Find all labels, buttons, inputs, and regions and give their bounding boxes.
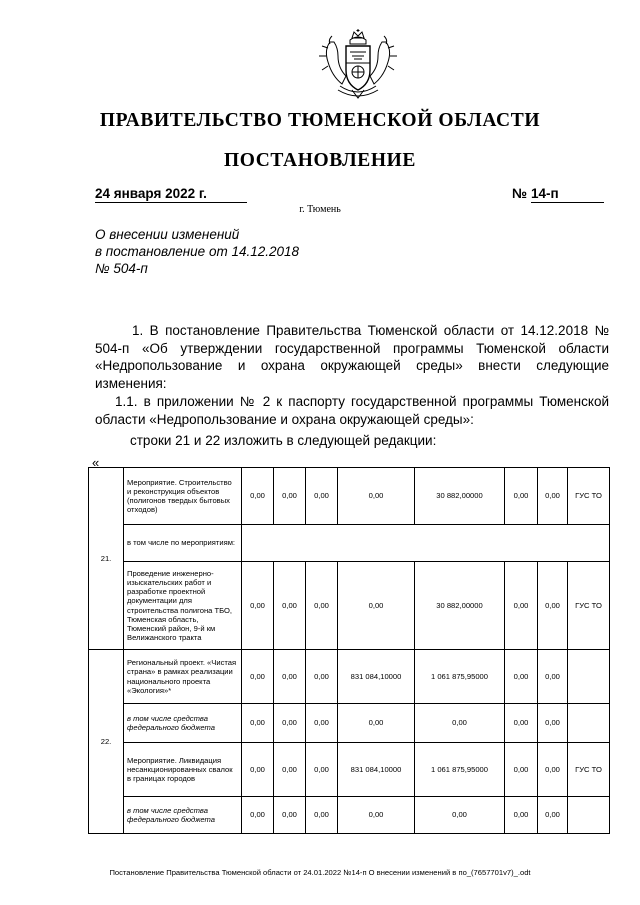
table-row <box>89 468 610 525</box>
cell-value: 0,00 <box>306 468 338 525</box>
cell-value: 30 882,00000 <box>415 468 505 525</box>
cell-value: 0,00 <box>338 704 415 743</box>
cell-value: 0,00 <box>306 562 338 650</box>
table-row <box>89 650 610 704</box>
program-table <box>88 467 610 834</box>
cell-value: 0,00 <box>505 797 538 834</box>
cell-value: 30 882,00000 <box>415 562 505 650</box>
cell-name: Проведение инженерно-изыскательских работ и разработке проектной документации для строительства полигона ТБО, Тюменская область, Тюменский район, 9-й км Велижанского тракта <box>124 562 242 650</box>
paragraph-rows: строки 21 и 22 изложить в следующей редакции: <box>130 433 437 448</box>
table-row <box>89 525 610 562</box>
cell-value: 0,00 <box>306 797 338 834</box>
row-number: 22. <box>89 650 124 834</box>
cell-value: 0,00 <box>415 704 505 743</box>
cell-empty <box>242 525 610 562</box>
cell-value: 0,00 <box>274 704 306 743</box>
cell-value: 0,00 <box>538 650 568 704</box>
cell-value: 0,00 <box>538 468 568 525</box>
cell-value: 0,00 <box>538 797 568 834</box>
cell-name: Мероприятие. Ликвидация несанкционированных свалок в границах городов <box>124 743 242 797</box>
cell-value: 0,00 <box>242 562 274 650</box>
cell-value: 0,00 <box>306 743 338 797</box>
table-row <box>89 743 610 797</box>
document-kind-title: ПОСТАНОВЛЕНИЕ <box>223 150 417 171</box>
paragraph-1: 1. В постановление Правительства Тюменской области от 14.12.2018 № 504-п «Об утверждении государственной программы Тюменской области «Недропользование и охрана окружающей среды» внести следующие изменения: <box>95 323 609 391</box>
cell-value: 0,00 <box>242 650 274 704</box>
row-number: 21. <box>89 468 124 650</box>
table-row <box>89 704 610 743</box>
cell-value: 0,00 <box>338 562 415 650</box>
table-row <box>89 797 610 834</box>
cell-value: 831 084,10000 <box>338 743 415 797</box>
opening-quote: « <box>92 455 100 470</box>
cell-value: 0,00 <box>242 704 274 743</box>
cell-value: 0,00 <box>242 468 274 525</box>
document-date: 24 января 2022 г. <box>95 186 247 203</box>
cell-name: в том числе средства федерального бюджета <box>124 704 242 743</box>
cell-value: 0,00 <box>505 562 538 650</box>
cell-value: 0,00 <box>538 704 568 743</box>
cell-value: 0,00 <box>242 743 274 797</box>
cell-value: 1 061 875,95000 <box>415 650 505 704</box>
cell-executor: ГУС ТО <box>568 562 610 650</box>
cell-value: 0,00 <box>274 468 306 525</box>
cell-value: 0,00 <box>306 650 338 704</box>
cell-value: 0,00 <box>505 743 538 797</box>
cell-executor <box>568 797 610 834</box>
cell-value: 831 084,10000 <box>338 650 415 704</box>
cell-value: 0,00 <box>274 650 306 704</box>
cell-value: 0,00 <box>338 468 415 525</box>
cell-value: 0,00 <box>306 704 338 743</box>
number-sign: № <box>512 186 528 201</box>
organization-title: ПРАВИТЕЛЬСТВО ТЮМЕНСКОЙ ОБЛАСТИ <box>99 110 541 131</box>
table-row <box>89 562 610 650</box>
cell-value: 1 061 875,95000 <box>415 743 505 797</box>
cell-value: 0,00 <box>505 704 538 743</box>
document-city: г. Тюмень <box>299 204 341 215</box>
paragraph-1-1: 1.1. в приложении № 2 к паспорту государственной программы Тюменской области «Недропользование и охрана окружающей среды»: <box>95 394 609 427</box>
coat-of-arms-icon <box>316 28 400 102</box>
cell-value: 0,00 <box>505 650 538 704</box>
cell-value: 0,00 <box>415 797 505 834</box>
cell-executor: ГУС ТО <box>568 468 610 525</box>
cell-value: 0,00 <box>274 797 306 834</box>
cell-name: в том числе по мероприятиям: <box>124 525 242 562</box>
cell-value: 0,00 <box>538 562 568 650</box>
cell-value: 0,00 <box>338 797 415 834</box>
document-subject <box>95 226 299 277</box>
cell-value: 0,00 <box>274 743 306 797</box>
cell-executor <box>568 650 610 704</box>
cell-value: 0,00 <box>242 797 274 834</box>
number-value: 14-п <box>531 186 604 203</box>
page-footer: Постановление Правительства Тюменской области от 24.01.2022 №14-п О внесении изменений в по_(7657701v7)_.odt <box>109 868 531 877</box>
subject-line: О внесении изменений <box>95 227 240 242</box>
cell-name: Региональный проект. «Чистая страна» в рамках реализации национального проекта «Экология»* <box>124 650 242 704</box>
subject-line: в постановление от 14.12.2018 <box>95 244 300 259</box>
cell-executor: ГУС ТО <box>568 743 610 797</box>
cell-name: в том числе средства федерального бюджета <box>124 797 242 834</box>
cell-executor <box>568 704 610 743</box>
subject-line: № 504-п <box>95 261 148 276</box>
cell-value: 0,00 <box>538 743 568 797</box>
cell-value: 0,00 <box>505 468 538 525</box>
cell-value: 0,00 <box>274 562 306 650</box>
cell-name: Мероприятие. Строительство и реконструкция объектов (полигонов твердых бытовых отходов) <box>124 468 242 525</box>
